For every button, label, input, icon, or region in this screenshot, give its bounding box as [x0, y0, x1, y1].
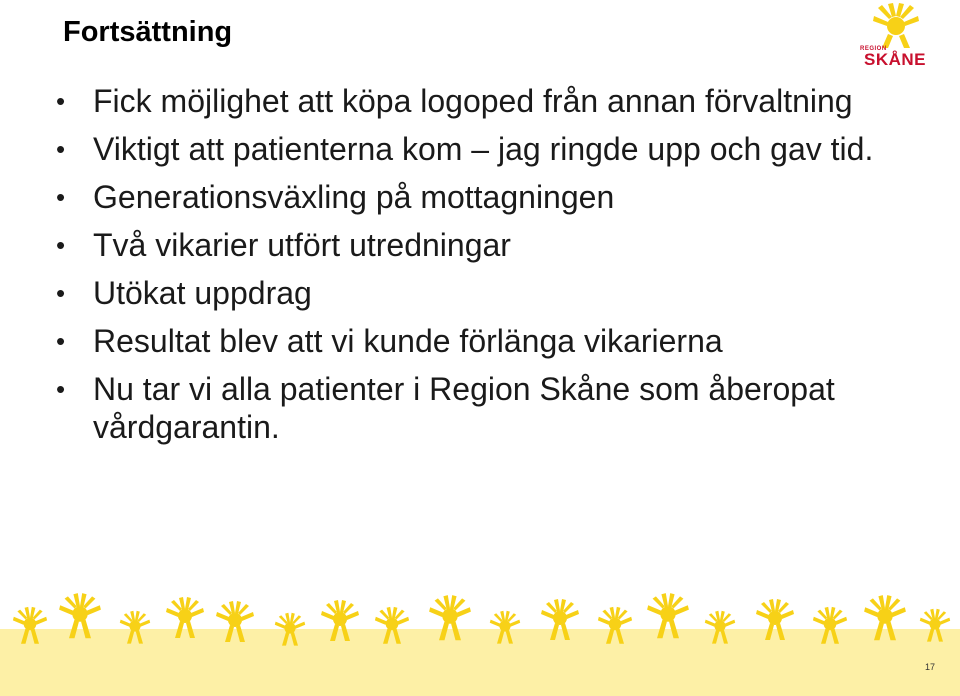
- logo-skane-text: SKÅNE: [864, 50, 927, 69]
- bullet-dot-icon: •: [56, 278, 66, 308]
- bullet-dot-icon: •: [56, 326, 66, 356]
- bullet-text: Fick möjlighet att köpa logoped från annan förvaltning: [93, 83, 853, 119]
- bullet-text: Viktigt att patienterna kom – jag ringde upp och gav tid.: [93, 131, 874, 167]
- slide-title: Fortsättning: [63, 16, 233, 48]
- region-skane-logo: [858, 2, 934, 70]
- bullet-text: Generationsväxling på mottagningen: [93, 179, 615, 215]
- bullet-dot-icon: •: [56, 134, 66, 164]
- bullet-item: [56, 226, 876, 264]
- bullet-item: [56, 82, 876, 120]
- sun-figures-decoration: [0, 574, 960, 696]
- bullet-dot-icon: •: [56, 86, 66, 116]
- bullet-text: Utökat uppdrag: [93, 275, 312, 311]
- bullet-text: Resultat blev att vi kunde förlänga vikarierna: [93, 323, 723, 359]
- bullet-text: Två vikarier utfört utredningar: [93, 227, 511, 263]
- bullet-item: [56, 178, 876, 216]
- sun-figure-icon: [858, 2, 934, 50]
- bullet-dot-icon: •: [56, 182, 66, 212]
- bullet-item: [56, 130, 876, 168]
- logo-region-text: REGION: [860, 46, 887, 52]
- bullet-text: Nu tar vi alla patienter i Region Skåne som åberopat vårdgarantin.: [93, 371, 835, 445]
- bullet-item: [56, 274, 876, 312]
- bullet-list: [56, 82, 876, 456]
- bullet-dot-icon: •: [56, 374, 66, 404]
- footer-decoration: [0, 574, 960, 696]
- page-number: 17: [924, 662, 935, 672]
- bullet-dot-icon: •: [56, 230, 66, 260]
- bullet-item: [56, 370, 876, 446]
- bullet-item: [56, 322, 876, 360]
